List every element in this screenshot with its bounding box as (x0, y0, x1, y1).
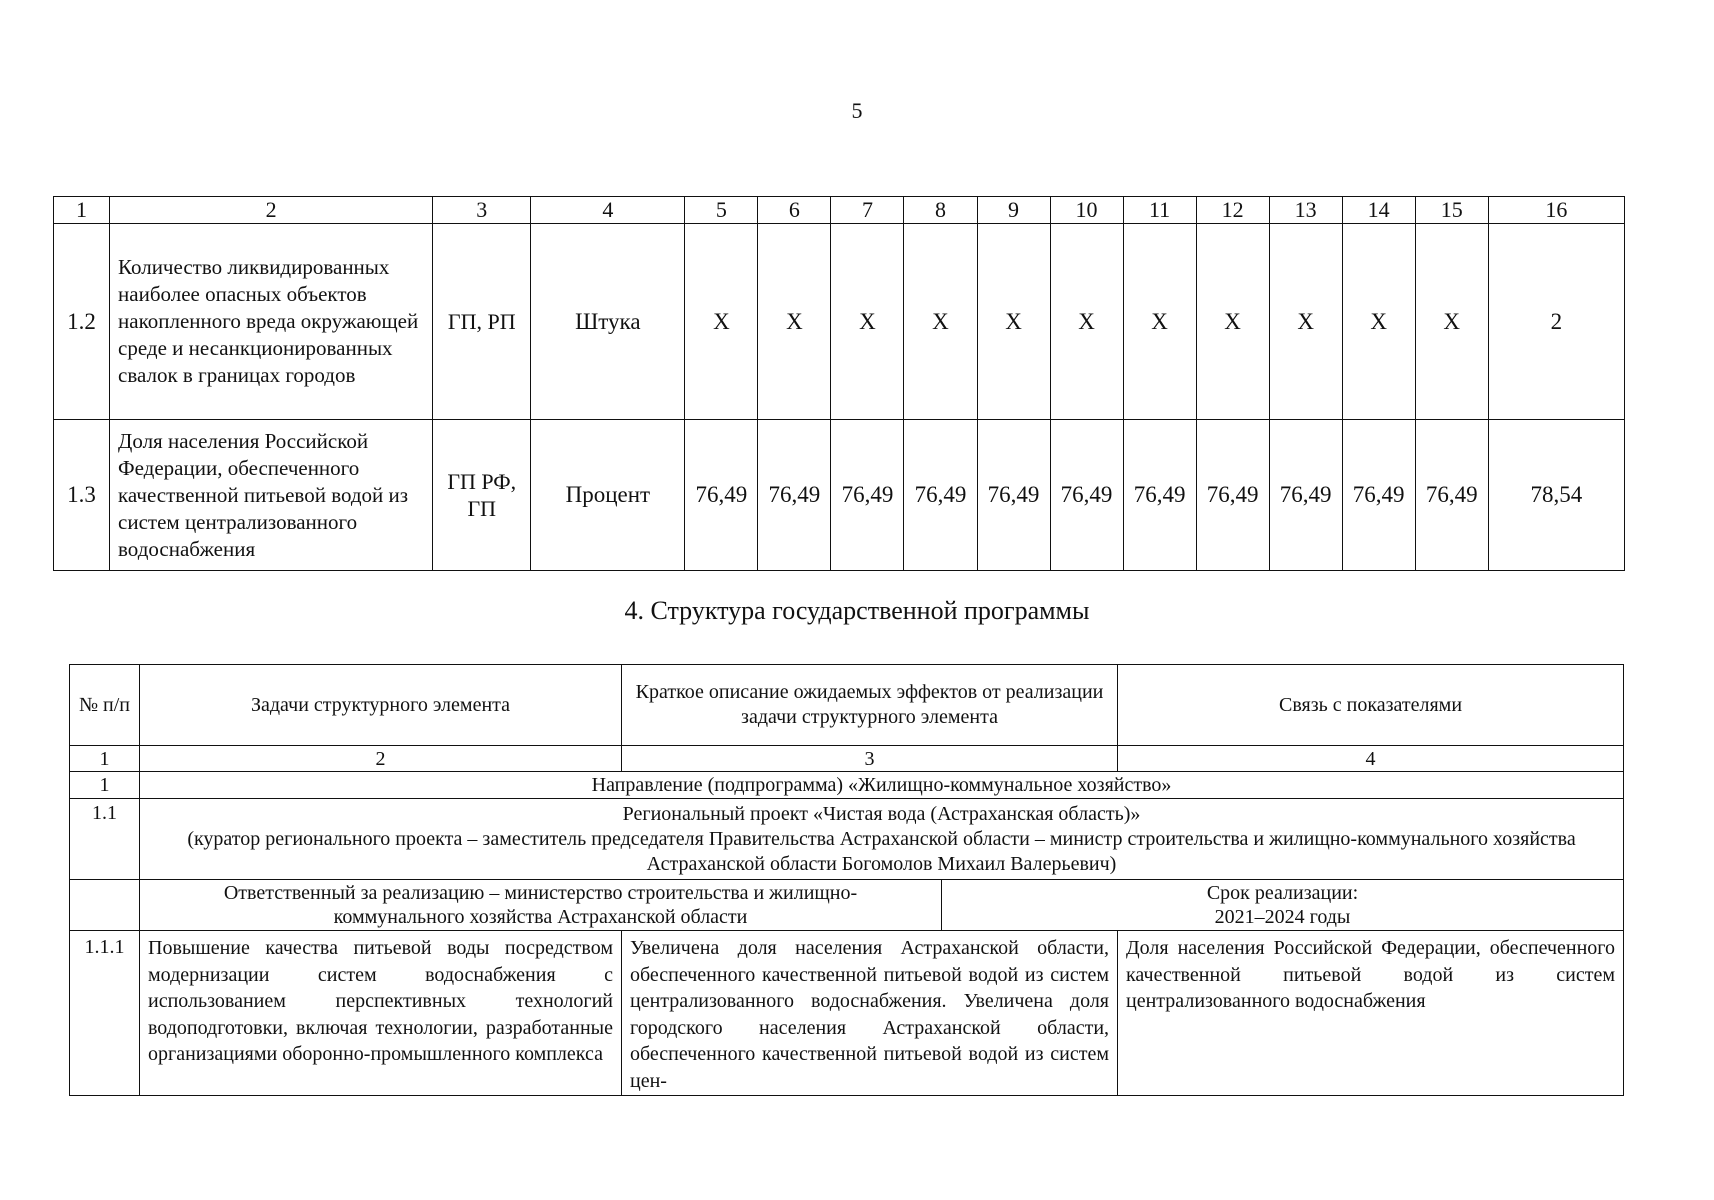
column-number: 4 (1118, 746, 1624, 772)
row-number: 1 (70, 772, 140, 799)
row-number: 1.3 (54, 420, 110, 571)
value-cell: X (1196, 224, 1269, 420)
value-cell: 76,49 (1196, 420, 1269, 571)
value-cell: X (1123, 224, 1196, 420)
row-number: 1.2 (54, 224, 110, 420)
column-number: 7 (831, 197, 904, 224)
task-effect: Увеличена доля населения Астраханской области, обеспеченного качественной питьевой водой из систем централизованного водоснабжения. Увеличена доля городского населения Астраханской области, обеспеченного качественной питьевой водой из систем цен- (622, 931, 1118, 1096)
task-text: Повышение качества питьевой воды посредством модернизации систем водоснабжения с использованием перспективных технологий водоподготовки, включая технологии, разработанные организациями оборонно-промышленного комплекса (140, 931, 622, 1096)
value-cell: X (1269, 224, 1342, 420)
value-cell: X (758, 224, 831, 420)
value-cell: X (1050, 224, 1123, 420)
project-curator: (куратор регионального проекта – заместитель председателя Правительства Астраханской области – министр строительства и жилищно-коммунального хозяйства Астраханской области Богомолов Михаил Валерьевич) (187, 827, 1576, 875)
value-cell: 78,54 (1488, 420, 1624, 571)
column-number: 1 (70, 746, 140, 772)
value-cell: 76,49 (758, 420, 831, 571)
indicators-table (53, 196, 1625, 571)
indicator-level: ГП, РП (433, 224, 531, 420)
column-number: 9 (977, 197, 1050, 224)
task-row (70, 931, 1624, 1096)
value-cell: 76,49 (904, 420, 977, 571)
value-cell: 76,49 (1415, 420, 1488, 571)
row-number: 1.1.1 (70, 931, 140, 1096)
value-cell: 76,49 (831, 420, 904, 571)
value-cell: 76,49 (1342, 420, 1415, 571)
table-row (54, 224, 1625, 420)
value-cell: X (1342, 224, 1415, 420)
header-indicators: Связь с показателями (1118, 665, 1624, 746)
responsible-row (70, 880, 1624, 931)
column-number: 1 (54, 197, 110, 224)
column-number: 11 (1123, 197, 1196, 224)
deadline-value: 2021–2024 годы (1214, 906, 1351, 928)
column-number: 2 (140, 746, 622, 772)
column-number: 15 (1415, 197, 1488, 224)
page-number: 5 (851, 98, 863, 123)
value-cell: X (831, 224, 904, 420)
table-row (54, 420, 1625, 571)
indicator-name: Количество ликвидированных наиболее опасных объектов накопленного вреда окружающей среде и несанкционированных свалок в границах городов (110, 224, 433, 420)
column-number: 2 (110, 197, 433, 224)
value-cell: 76,49 (1123, 420, 1196, 571)
indicator-unit: Процент (531, 420, 685, 571)
column-numbers-row (70, 746, 1624, 772)
value-cell: 76,49 (977, 420, 1050, 571)
column-number: 14 (1342, 197, 1415, 224)
project-title: Региональный проект «Чистая вода (Астраханская область)» (622, 802, 1141, 825)
column-number: 4 (531, 197, 685, 224)
task-indicator: Доля населения Российской Федерации, обеспеченного качественной питьевой водой из систем централизованного водоснабжения (1118, 931, 1624, 1096)
value-cell: 76,49 (1050, 420, 1123, 571)
header-effects: Краткое описание ожидаемых эффектов от реализации задачи структурного элемента (622, 665, 1118, 746)
table-header-row (54, 197, 1625, 224)
structure-table (69, 664, 1624, 1096)
header-num: № п/п (70, 665, 140, 746)
value-cell: X (977, 224, 1050, 420)
column-number: 3 (433, 197, 531, 224)
value-cell: X (1415, 224, 1488, 420)
indicator-level: ГП РФ, ГП (433, 420, 531, 571)
column-number: 10 (1050, 197, 1123, 224)
indicator-name: Доля населения Российской Федерации, обеспеченного качественной питьевой водой из систем централизованного водоснабжения (110, 420, 433, 571)
column-number: 16 (1488, 197, 1624, 224)
value-cell: X (685, 224, 758, 420)
project-cell (140, 799, 1624, 880)
column-number: 12 (1196, 197, 1269, 224)
value-cell: 76,49 (685, 420, 758, 571)
value-cell: X (904, 224, 977, 420)
column-number: 8 (904, 197, 977, 224)
section-title: 4. Структура государственной программы (624, 596, 1090, 625)
column-number: 6 (758, 197, 831, 224)
deadline-cell (942, 880, 1624, 931)
project-row (70, 799, 1624, 880)
empty-cell (70, 880, 140, 931)
responsible-text: Ответственный за реализацию – министерство строительства и жилищно-коммунального хозяйства Астраханской области (140, 880, 942, 931)
deadline-label: Срок реализации: (1206, 882, 1359, 904)
value-cell: 2 (1488, 224, 1624, 420)
row-number: 1.1 (70, 799, 140, 880)
column-number: 13 (1269, 197, 1342, 224)
column-number: 5 (685, 197, 758, 224)
direction-row (70, 772, 1624, 799)
value-cell: 76,49 (1269, 420, 1342, 571)
indicator-unit: Штука (531, 224, 685, 420)
header-tasks: Задачи структурного элемента (140, 665, 622, 746)
column-number: 3 (622, 746, 1118, 772)
table-header-row (70, 665, 1624, 746)
direction-text: Направление (подпрограмма) «Жилищно-коммунальное хозяйство» (140, 772, 1624, 799)
